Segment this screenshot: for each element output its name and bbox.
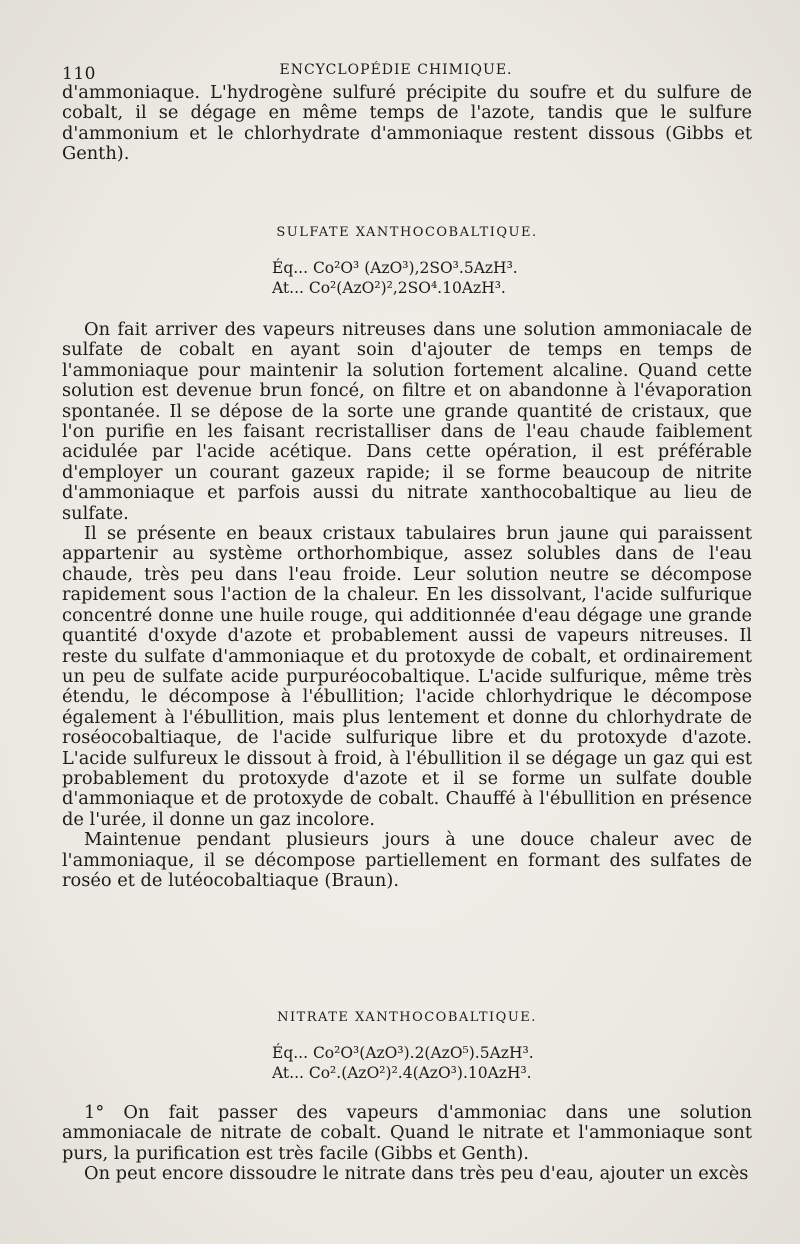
sulfate-formula-at: At... Co²(AzO²)²,2SO⁴.10AzH³. [272,279,506,297]
sulfate-paragraph-properties: Il se présente en beaux cristaux tabulaires brun jaune qui paraissent appartenir au système orthorhombique, assez solubles dans de l'eau chaude, très peu dans l'eau froide. Leur solution neutre se décompose rapidement sous l'action de la chaleur. En les dissolvant, l'acide sulfurique concentré donne une huile rouge, qui additionnée d'eau dégage une grande quantité d'oxyde d'azote et probablement aussi de vapeurs nitreuses. Il reste du sulfate d'ammoniaque et du protoxyde de cobalt, et ordinairement un peu de sulfate acide purpuréocobaltique. L'acide sulfurique, même très étendu, le décompose à l'ébullition; l'acide chlorhydrique le décompose également à l'ébullition, mais plus lentement et donne du chlorhydrate de roséocobaltiaque, de l'acide sulfurique libre et du protoxyde d'azote. L'acide sulfureux le dissout à froid, à l'ébullition il se dégage un gaz qui est probablement du protoxyde d'azote et il se forme un sulfate double d'ammoniaque et de protoxyde de cobalt. Chauffé à l'ébullition en présence de l'urée, il donne un gaz incolore. [62,523,752,830]
running-title: ENCYCLOPÉDIE CHIMIQUE. [279,62,513,78]
sulfate-paragraph-ammonia: Maintenue pendant plusieurs jours à une douce chaleur avec de l'ammoniaque, il se décompose partiellement en formant des sulfates de roséo et de lutéocobaltiaque (Braun). [62,829,752,891]
page-number: 110 [62,64,96,84]
sulfate-body [62,320,752,891]
nitrate-section-title: NITRATE XANTHOCOBALTIQUE. [277,1010,537,1025]
nitrate-formula-block [272,1043,692,1083]
nitrate-paragraph-method-1: 1° On fait passer des vapeurs d'ammoniac dans une solution ammoniacale de nitrate de cobalt. Quand le nitrate et l'ammoniaque sont purs, la purification est très facile (Gibbs et Genth). [62,1102,752,1164]
sulfate-paragraph-preparation: On fait arriver des vapeurs nitreuses dans une solution ammoniacale de sulfate de cobalt en ayant soin d'ajouter de temps en temps de l'ammoniaque pour maintenir la solution fortement alcaline. Quand cette solution est devenue brun foncé, on filtre et on abandonne à l'évaporation spontanée. Il se dépose de la sorte une grande quantité de cristaux, que l'on purifie en les faisant recristalliser dans de l'eau chaude faiblement acidulée par l'acide acétique. Dans cette opération, il est préférable d'employer un courant gazeux rapide; il se forme beaucoup de nitrite d'ammoniaque et parfois aussi du nitrate xanthocobaltique au lieu de sulfate. [62,319,752,524]
nitrate-formula-eq: Éq... Co²O³(AzO³).2(AzO⁵).5AzH³. [272,1044,534,1062]
nitrate-paragraph-method-2: On peut encore dissoudre le nitrate dans très peu d'eau, ajouter un excès [84,1163,749,1185]
nitrate-body [62,1103,752,1185]
nitrate-formula-at: At... Co².(AzO²)².4(AzO³).10AzH³. [272,1064,532,1082]
sulfate-formula-eq: Éq... Co²O³ (AzO³),2SO³.5AzH³. [272,259,518,277]
sulfate-formula-block [272,258,692,298]
sulfate-section-title: SULFATE XANTHOCOBALTIQUE. [276,225,538,240]
intro-paragraph [62,83,752,165]
intro-text: d'ammoniaque. L'hydrogène sulfuré précipite du soufre et du sulfure de cobalt, il se dégage en même temps de l'azote, tandis que le sulfure d'ammonium et le chlorhydrate d'ammoniaque restent dissous (Gibbs et Genth). [62,82,752,165]
